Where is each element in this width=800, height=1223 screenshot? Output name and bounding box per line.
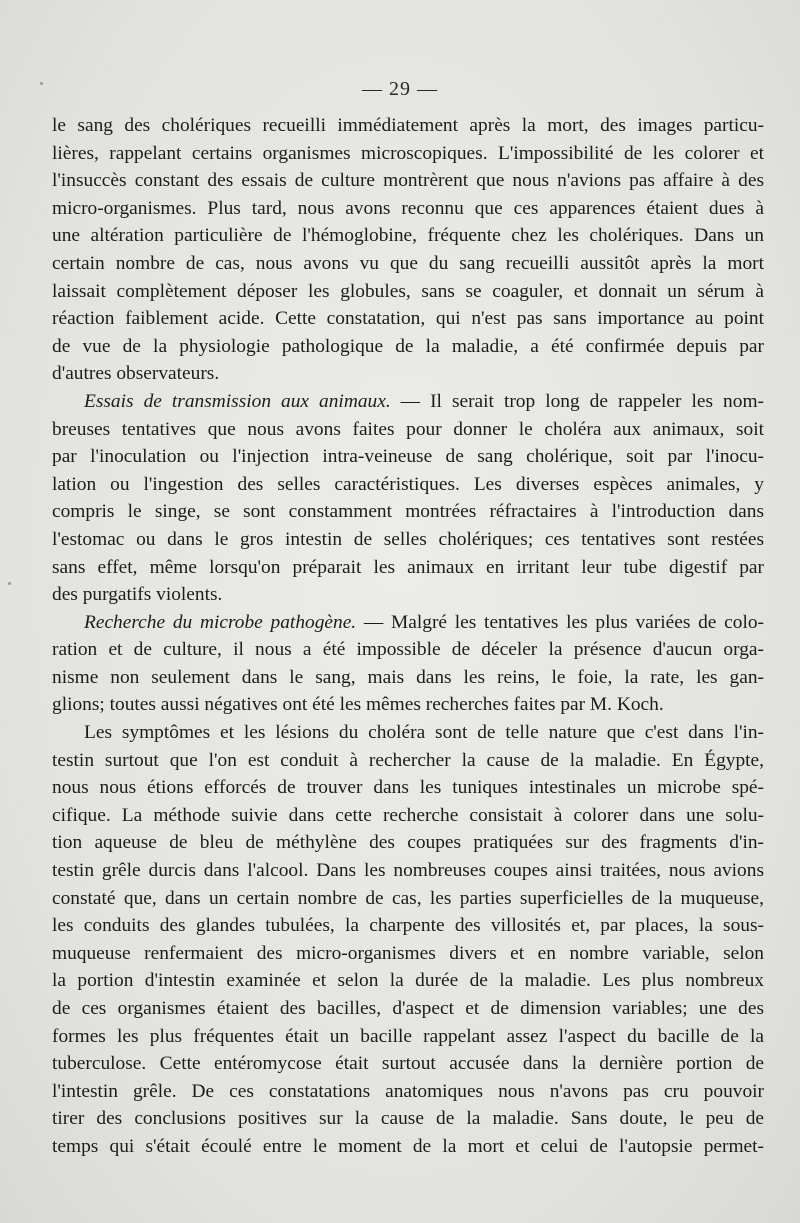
- text-line: par l'inoculation ou l'injection intra-veineuse de sang cholérique, soit par l'inocu-: [52, 446, 764, 468]
- text-line: temps qui s'était écoulé entre le moment de la mort et celui de l'autopsie permet-: [52, 1135, 764, 1157]
- text-line: ration et de culture, il nous a été impossible de déceler la présence d'aucun orga-: [52, 639, 764, 661]
- text-fragment: — Malgré les tentatives les plus variées de colo-: [356, 611, 764, 633]
- text-line: formes les plus fréquentes était un bacille rappelant assez l'aspect du bacille de la: [52, 1025, 764, 1047]
- text-line: la portion d'intestin examinée et selon la durée de la maladie. Les plus nombreux: [52, 970, 764, 992]
- text-line: tion aqueuse de bleu de méthylène des coupes pratiquées sur des fragments d'in-: [52, 832, 764, 854]
- text-line: des purgatifs violents.: [52, 584, 223, 606]
- text-line: l'intestin grêle. De ces constatations anatomiques nous n'avons pas cru pouvoir: [52, 1080, 764, 1102]
- text-line: les conduits des glandes tubulées, la charpente des villosités et, par places, la sous-: [52, 915, 764, 937]
- text-line: l'estomac ou dans le gros intestin de selles cholériques; ces tentatives sont restées: [52, 528, 764, 550]
- text-line: constaté que, dans un certain nombre de cas, les parties superficielles de la muqueuse,: [52, 887, 764, 909]
- section-heading-line: [52, 388, 764, 416]
- text-line: d'autres observateurs.: [52, 363, 220, 385]
- text-line: laissait complètement déposer les globules, sans se coaguler, et donnait un sérum à: [52, 280, 764, 302]
- text-line: tuberculose. Cette entéromycose était surtout accusée dans la dernière portion de: [52, 1053, 764, 1075]
- section-heading-transmission: Essais de transmission aux animaux.: [84, 390, 391, 412]
- body-text: [52, 112, 764, 1161]
- section-heading-microbe: Recherche du microbe pathogène.: [84, 611, 357, 633]
- text-line: réaction faiblement acide. Cette constatation, qui n'est pas sans importance au point: [52, 308, 764, 330]
- text-fragment: — Il serait trop long de rappeler les nom-: [390, 390, 764, 412]
- text-line: sans effet, même lorsqu'on préparait les animaux en irritant leur tube digestif par: [52, 556, 764, 578]
- paragraph-first-line: Les symptômes et les lésions du choléra sont de telle nature que c'est dans l'in-: [84, 722, 764, 744]
- text-line: lation ou l'ingestion des selles caractéristiques. Les diverses espèces animales, y: [52, 473, 764, 495]
- text-line: testin grêle durcis dans l'alcool. Dans les nombreuses coupes ainsi traitées, nous avions: [52, 860, 764, 882]
- paper-speck: [8, 582, 11, 585]
- text-line: lières, rappelant certains organismes microscopiques. L'impossibilité de les colorer et: [52, 142, 764, 164]
- text-line: le sang des cholériques recueilli immédiatement après la mort, des images particu-: [52, 115, 764, 136]
- text-line: muqueuse renfermaient des micro-organismes divers et en nombre variable, selon: [52, 942, 764, 964]
- text-line: micro-organismes. Plus tard, nous avons reconnu que ces apparences étaient dues à: [52, 197, 764, 219]
- text-line: une altération particulière de l'hémoglobine, fréquente chez les cholériques. Dans un: [52, 225, 764, 247]
- text-line: nous nous étions efforcés de trouver dans les tuniques intestinales un microbe spé-: [52, 777, 764, 799]
- text-line: testin surtout que l'on est conduit à rechercher la cause de la maladie. En Égypte,: [52, 749, 764, 771]
- text-line: l'insuccès constant des essais de culture montrèrent que nous n'avions pas affaire à des: [52, 170, 764, 192]
- text-line: glions; toutes aussi négatives ont été les mêmes recherches faites par M. Koch.: [52, 694, 664, 716]
- text-line: de ces organismes étaient des bacilles, d'aspect et de dimension variables; une des: [52, 998, 764, 1019]
- text-line: certain nombre de cas, nous avons vu que du sang recueilli aussitôt après la mort: [52, 252, 764, 274]
- text-line: cifique. La méthode suivie dans cette recherche consistait à colorer dans une solu-: [52, 804, 764, 826]
- page-number: — 29 —: [362, 78, 438, 100]
- text-line: tirer des conclusions positives sur la cause de la maladie. Sans doute, le peu de: [52, 1108, 764, 1130]
- section-heading-line: [52, 609, 764, 637]
- text-line: breuses tentatives que nous avons faites pour donner le choléra aux animaux, soit: [52, 418, 764, 440]
- text-line: de vue de la physiologie pathologique de la maladie, a été confirmée depuis par: [52, 335, 764, 357]
- text-line: compris le singe, se sont constamment montrées réfractaires à l'introduction dans: [52, 501, 764, 523]
- text-line: nisme non seulement dans le sang, mais dans les reins, le foie, la rate, les gan-: [52, 666, 764, 688]
